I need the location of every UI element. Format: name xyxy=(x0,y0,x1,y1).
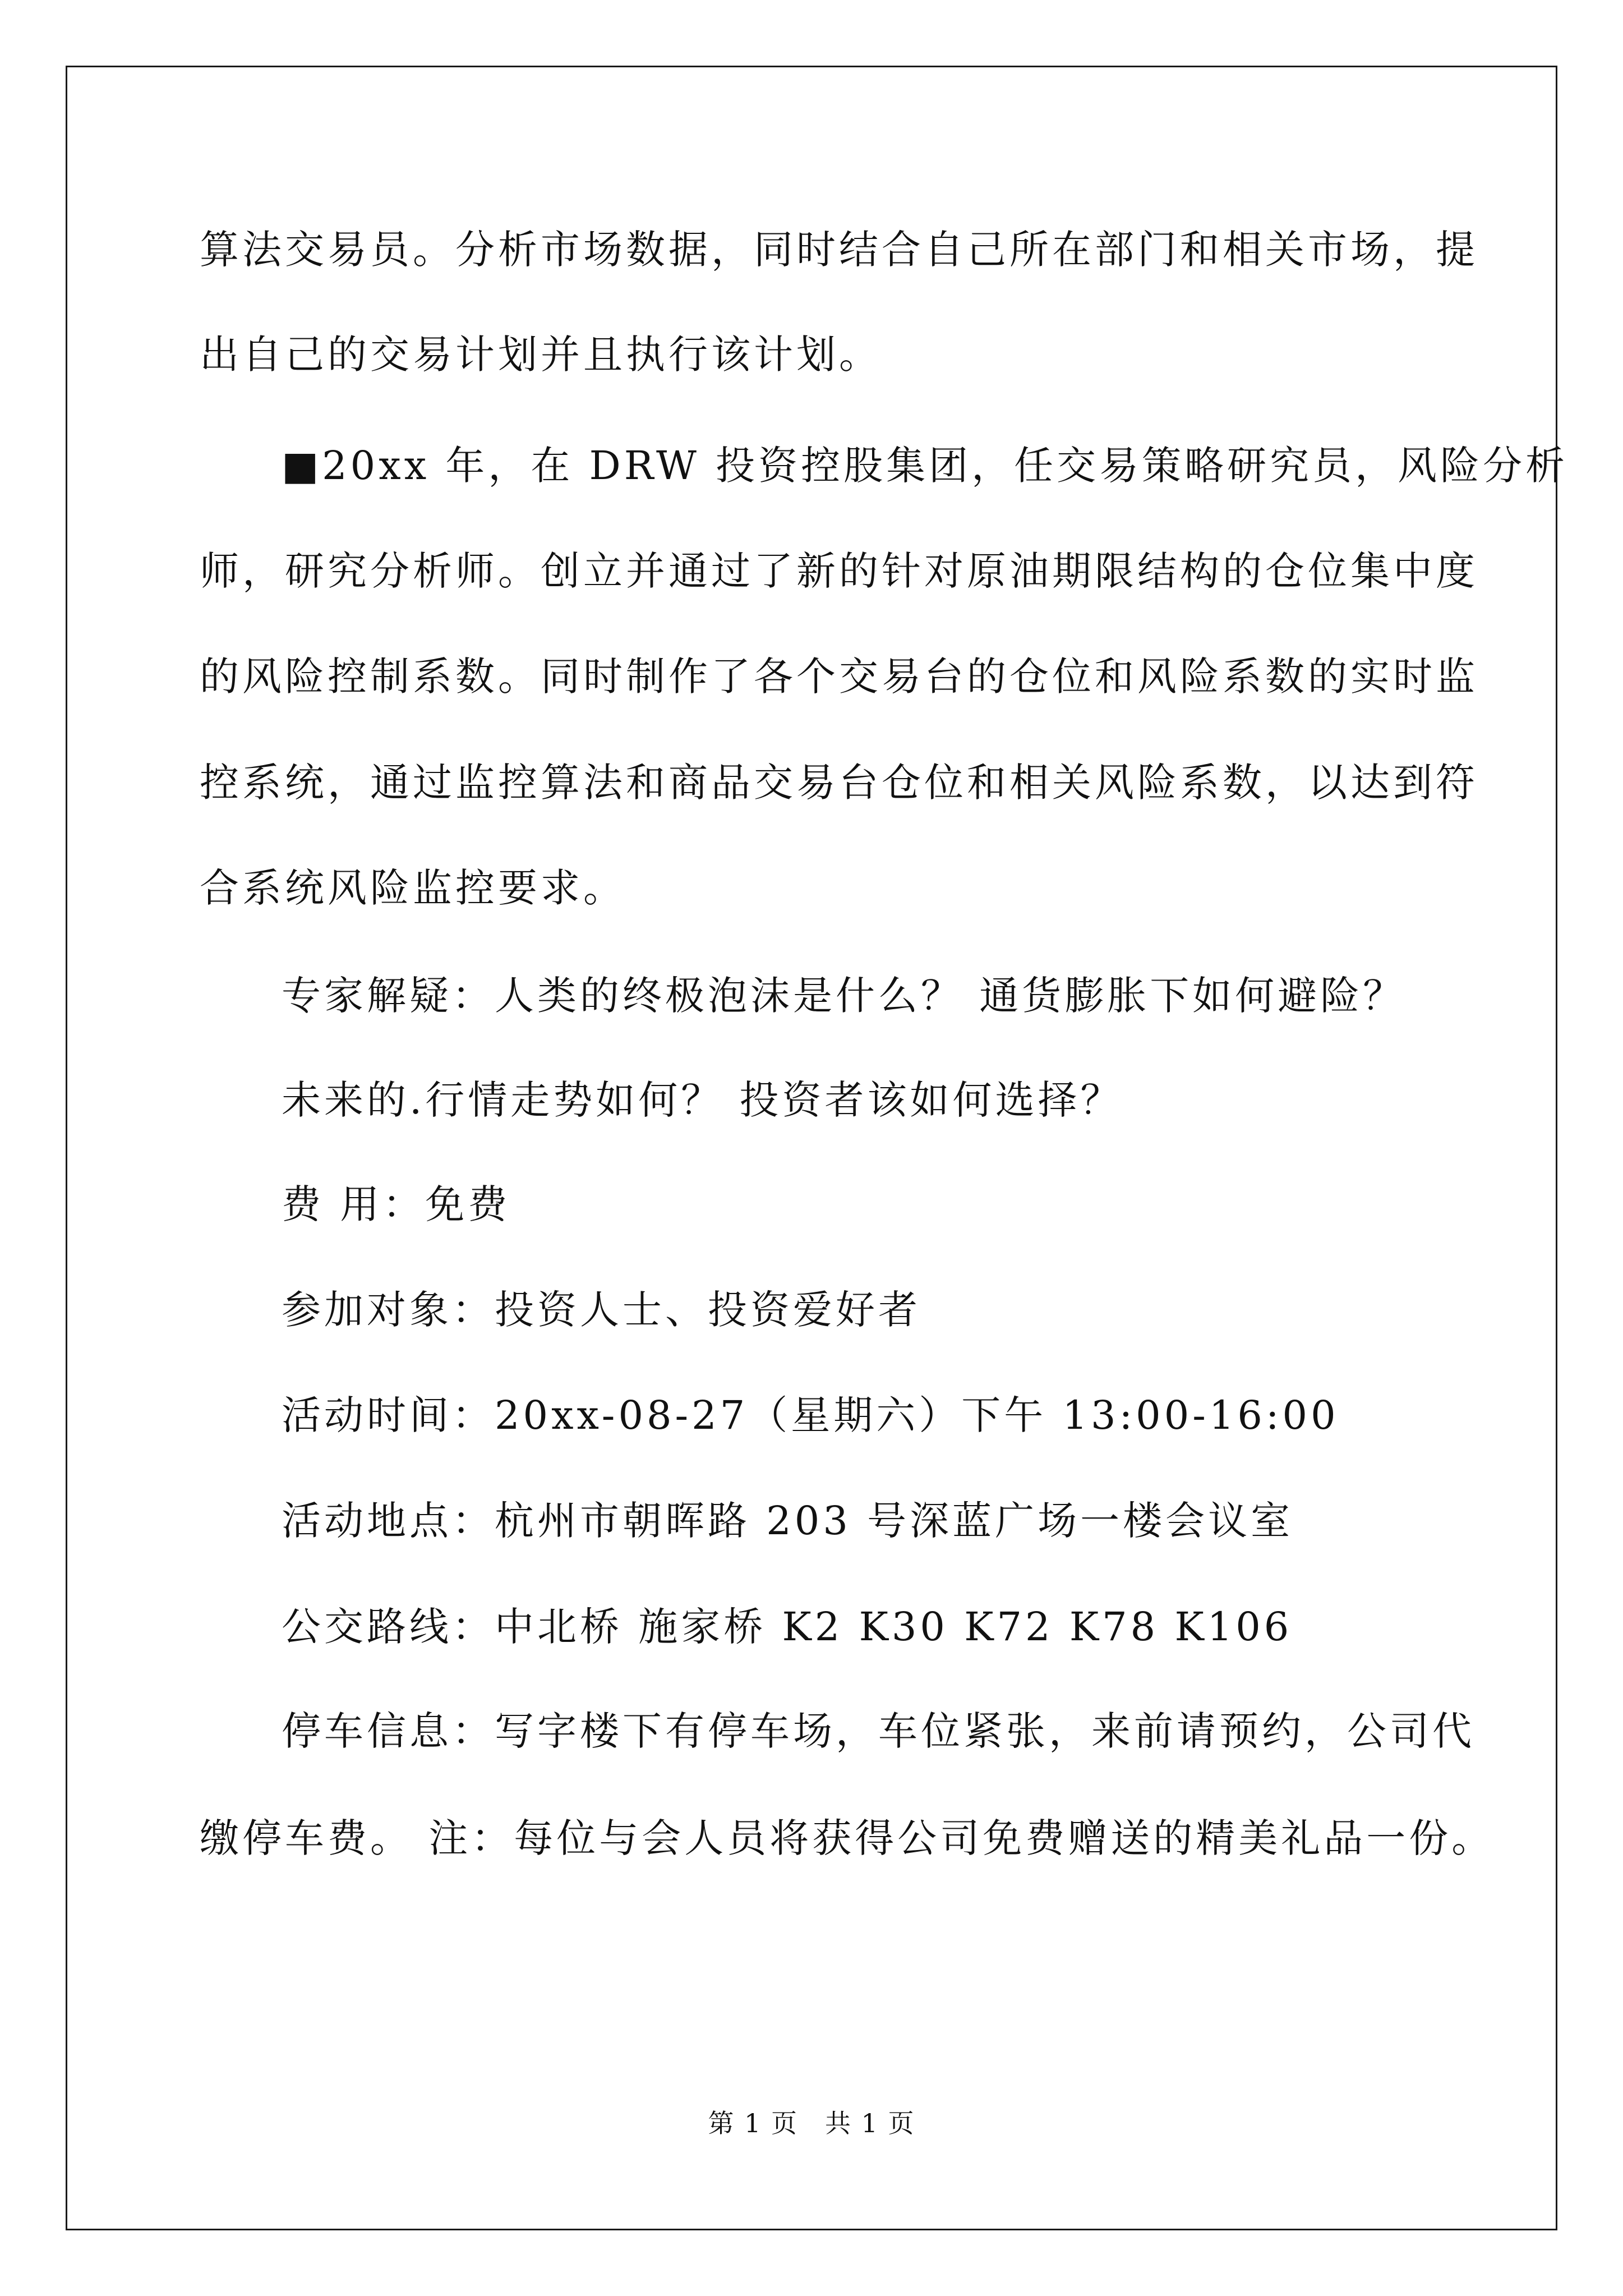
text-line: 出自己的交易计划并且执行该计划。 xyxy=(200,332,882,378)
page-border xyxy=(66,66,1569,2230)
text-line: 控系统，通过监控算法和商品交易台仓位和相关风险系数，以达到符 xyxy=(200,760,1478,806)
text-line: 未来的.行情走势如何？ 投资者该如何选择？ xyxy=(282,1077,1123,1123)
page-number-footer: 第 1 页 共 1 页 xyxy=(708,2108,915,2138)
text-line: 师，研究分析师。创立并通过了新的针对原油期限结构的仓位集中度 xyxy=(200,548,1478,594)
text-line: 停车信息：写字楼下有停车场，车位紧张，来前请预约，公司代 xyxy=(282,1708,1475,1754)
text-line: 活动时间：20xx-08-27（星期六）下午 13:00-16:00 xyxy=(282,1392,1339,1438)
text-line: 专家解疑：人类的终极泡沫是什么？ 通货膨胀下如何避险？ xyxy=(282,973,1406,1019)
text-line: 公交路线：中北桥 施家桥 K2 K30 K72 K78 K106 xyxy=(282,1604,1293,1650)
text-line: 参加对象：投资人士、投资爱好者 xyxy=(282,1287,921,1333)
text-line: 缴停车费。 注：每位与会人员将获得公司免费赠送的精美礼品一份。 xyxy=(200,1815,1495,1861)
text-line: 合系统风险监控要求。 xyxy=(200,865,626,911)
text-line: 活动地点：杭州市朝晖路 203 号深蓝广场一楼会议室 xyxy=(282,1498,1294,1544)
text-line: 的风险控制系数。同时制作了各个交易台的仓位和风险系数的实时监 xyxy=(200,654,1478,700)
text-line: ■20xx 年，在 DRW 投资控股集团，任交易策略研究员，风险分析 xyxy=(282,443,1569,489)
text-line: 费 用：免费 xyxy=(282,1181,511,1227)
text-line: 算法交易员。分析市场数据，同时结合自己所在部门和相关市场，提 xyxy=(200,227,1478,273)
